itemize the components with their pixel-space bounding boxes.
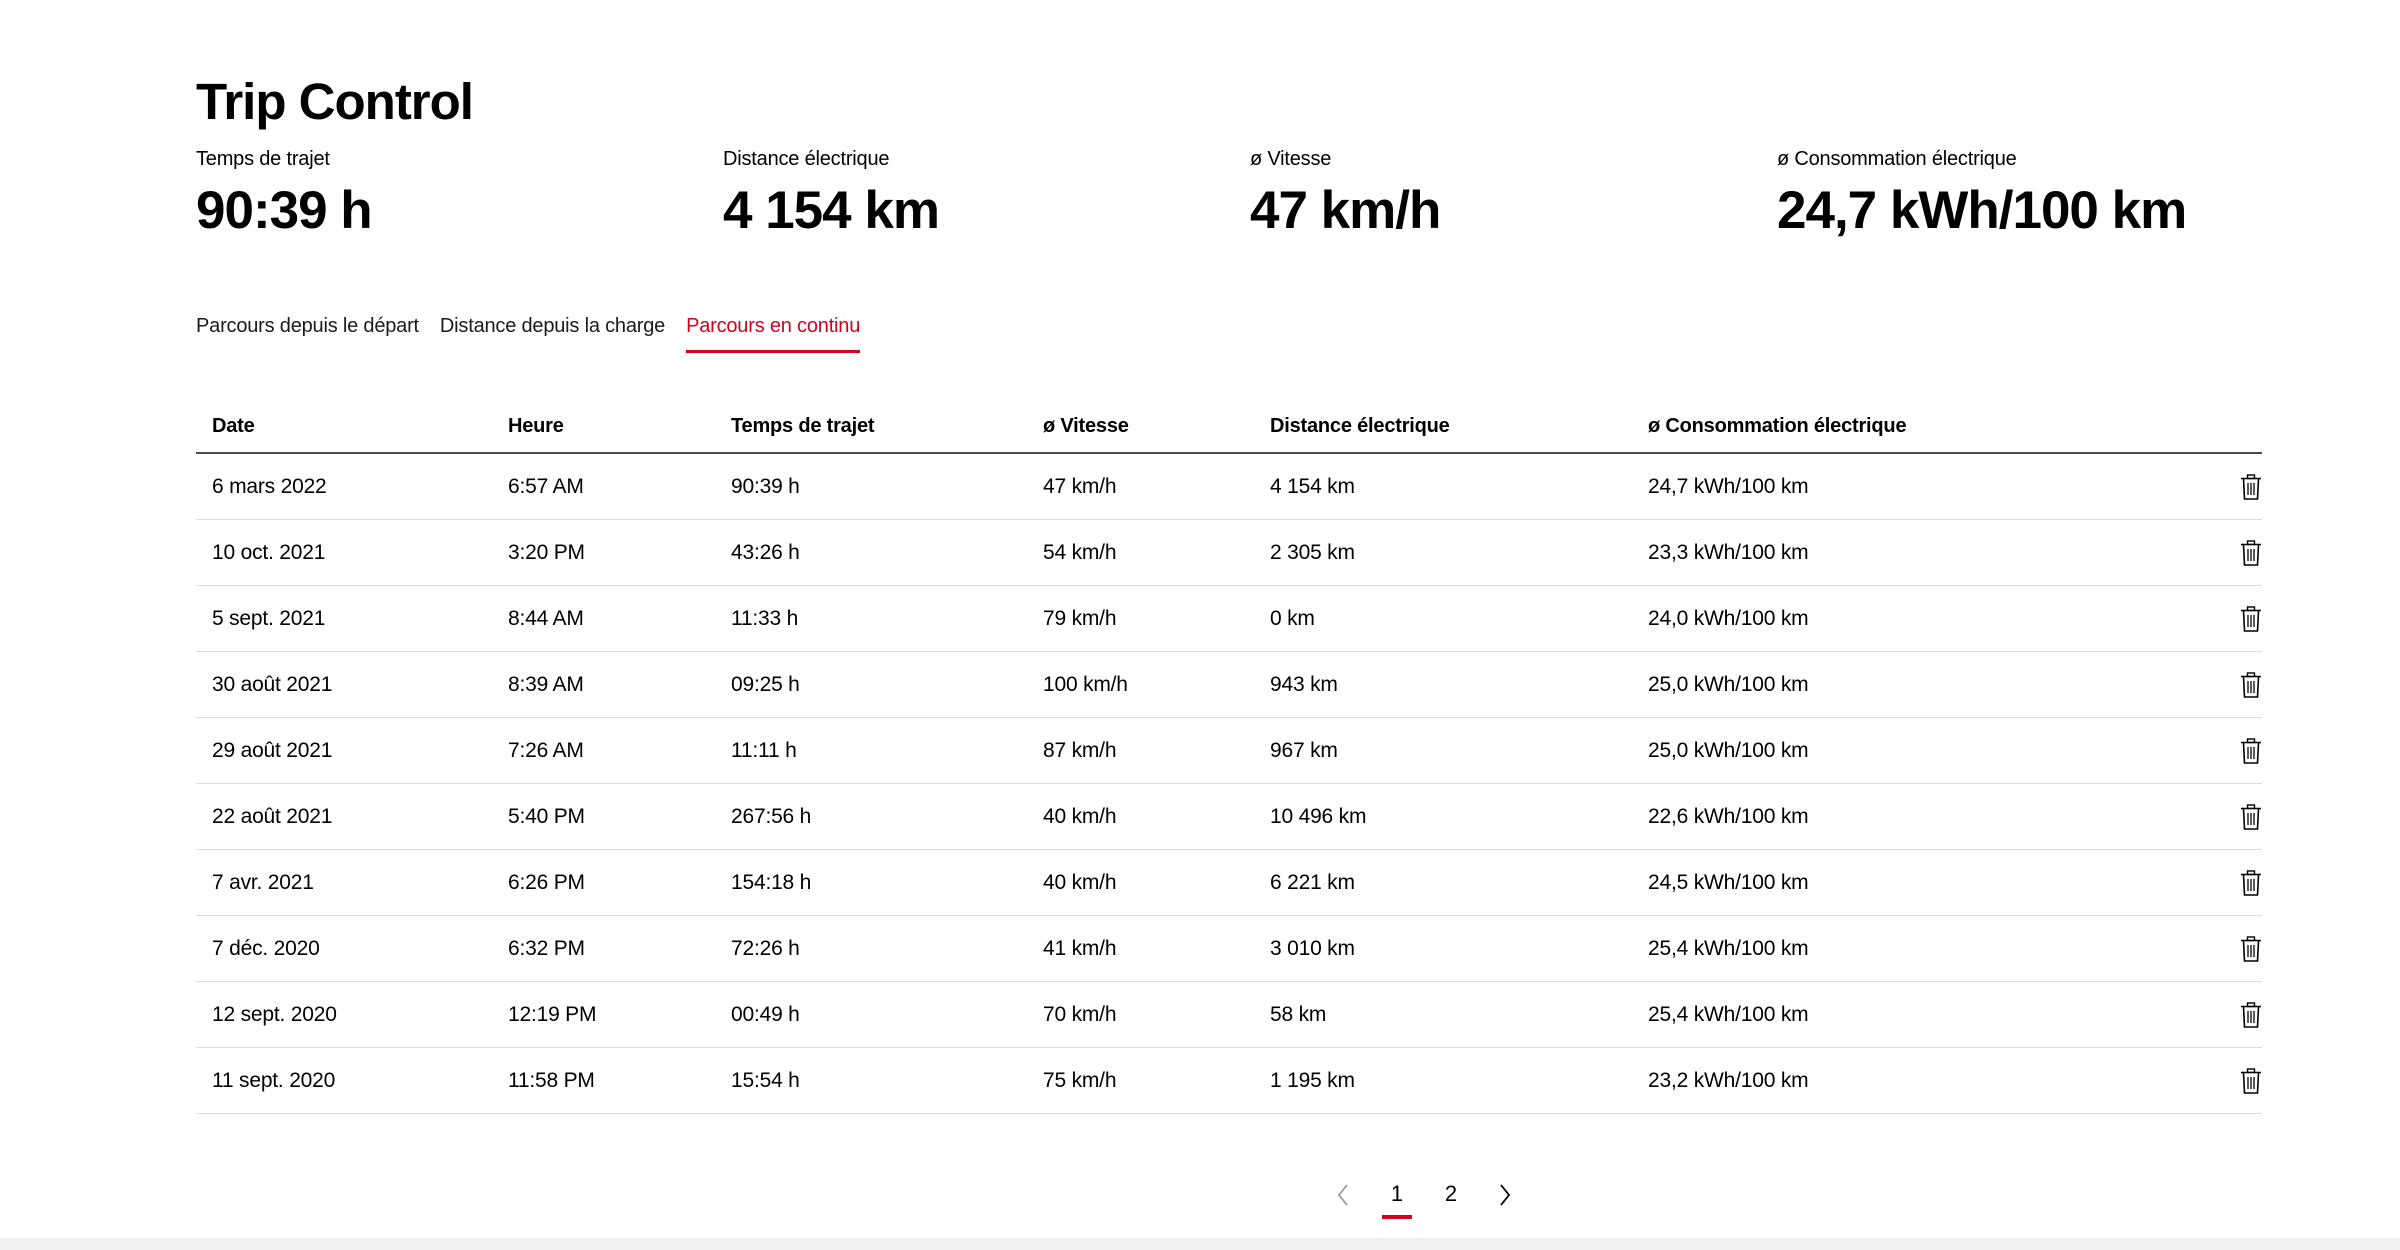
pagination (1316, 1170, 1532, 1220)
column-header-distance[interactable]: Distance électrique (1254, 400, 1632, 453)
cell-time: 7:26 AM (492, 718, 715, 784)
cell-date: 12 sept. 2020 (196, 982, 492, 1048)
cell-actions (2132, 586, 2262, 652)
table-row (196, 1048, 2262, 1114)
cell-distance: 4 154 km (1254, 453, 1632, 520)
cell-distance: 943 km (1254, 652, 1632, 718)
table-row (196, 982, 2262, 1048)
cell-distance: 1 195 km (1254, 1048, 1632, 1114)
cell-actions (2132, 850, 2262, 916)
cell-distance: 0 km (1254, 586, 1632, 652)
kpi-average-speed (1250, 146, 1770, 242)
cell-time: 6:32 PM (492, 916, 715, 982)
cell-travel-time: 90:39 h (715, 453, 1027, 520)
trips-table (196, 400, 2262, 1114)
cell-time: 8:44 AM (492, 586, 715, 652)
cell-actions (2132, 982, 2262, 1048)
trash-icon[interactable] (2240, 474, 2262, 500)
cell-distance: 10 496 km (1254, 784, 1632, 850)
cell-consumption: 25,0 kWh/100 km (1632, 718, 2132, 784)
cell-time: 11:58 PM (492, 1048, 715, 1114)
trash-icon[interactable] (2240, 738, 2262, 764)
column-header-actions (2132, 400, 2262, 453)
pagination-prev-button[interactable] (1316, 1170, 1370, 1220)
cell-date: 7 avr. 2021 (196, 850, 492, 916)
cell-distance: 6 221 km (1254, 850, 1632, 916)
cell-date: 7 déc. 2020 (196, 916, 492, 982)
cell-speed: 40 km/h (1027, 850, 1254, 916)
cell-consumption: 25,4 kWh/100 km (1632, 982, 2132, 1048)
cell-distance: 967 km (1254, 718, 1632, 784)
cell-travel-time: 43:26 h (715, 520, 1027, 586)
cell-consumption: 25,0 kWh/100 km (1632, 652, 2132, 718)
pagination-page-2[interactable]: 2 (1444, 1181, 1458, 1206)
cell-distance: 58 km (1254, 982, 1632, 1048)
cell-actions (2132, 453, 2262, 520)
cell-consumption: 22,6 kWh/100 km (1632, 784, 2132, 850)
tab-continuous[interactable]: Parcours en continu (686, 312, 860, 354)
cell-date: 6 mars 2022 (196, 453, 492, 520)
pagination-next-button[interactable] (1478, 1170, 1532, 1220)
trash-icon[interactable] (2240, 870, 2262, 896)
trash-icon[interactable] (2240, 936, 2262, 962)
tab-since-start[interactable]: Parcours depuis le départ (196, 315, 419, 337)
cell-time: 6:26 PM (492, 850, 715, 916)
cell-travel-time: 267:56 h (715, 784, 1027, 850)
cell-speed: 75 km/h (1027, 1048, 1254, 1114)
cell-date: 30 août 2021 (196, 652, 492, 718)
cell-travel-time: 11:11 h (715, 718, 1027, 784)
cell-consumption: 25,4 kWh/100 km (1632, 916, 2132, 982)
cell-time: 3:20 PM (492, 520, 715, 586)
chevron-left-icon (1336, 1183, 1350, 1207)
column-header-consumption[interactable]: ø Consommation électrique (1632, 400, 2132, 453)
cell-speed: 87 km/h (1027, 718, 1254, 784)
column-header-time[interactable]: Heure (492, 400, 715, 453)
column-header-speed[interactable]: ø Vitesse (1027, 400, 1254, 453)
cell-travel-time: 11:33 h (715, 586, 1027, 652)
kpi-label: Distance électrique (723, 148, 890, 170)
cell-date: 29 août 2021 (196, 718, 492, 784)
kpi-value: 4 154 km (723, 181, 939, 240)
trip-tabs (196, 312, 860, 354)
tab-since-charge[interactable]: Distance depuis la charge (439, 315, 666, 337)
cell-speed: 40 km/h (1027, 784, 1254, 850)
cell-actions (2132, 784, 2262, 850)
cell-speed: 70 km/h (1027, 982, 1254, 1048)
cell-travel-time: 00:49 h (715, 982, 1027, 1048)
cell-speed: 47 km/h (1027, 453, 1254, 520)
cell-distance: 2 305 km (1254, 520, 1632, 586)
cell-speed: 79 km/h (1027, 586, 1254, 652)
page-title: Trip Control (196, 73, 473, 130)
cell-consumption: 24,7 kWh/100 km (1632, 453, 2132, 520)
chevron-right-icon (1498, 1183, 1512, 1207)
column-header-date[interactable]: Date (196, 400, 492, 453)
cell-date: 10 oct. 2021 (196, 520, 492, 586)
cell-actions (2132, 1048, 2262, 1114)
kpi-travel-time (196, 146, 716, 242)
trash-icon[interactable] (2240, 1002, 2262, 1028)
table-row (196, 453, 2262, 520)
trash-icon[interactable] (2240, 540, 2262, 566)
trash-icon[interactable] (2240, 1068, 2262, 1094)
cell-time: 12:19 PM (492, 982, 715, 1048)
cell-actions (2132, 652, 2262, 718)
table-row (196, 586, 2262, 652)
kpi-average-consumption (1777, 146, 2297, 242)
cell-time: 6:57 AM (492, 453, 715, 520)
cell-consumption: 23,3 kWh/100 km (1632, 520, 2132, 586)
cell-time: 8:39 AM (492, 652, 715, 718)
column-header-travel-time[interactable]: Temps de trajet (715, 400, 1027, 453)
kpi-electric-distance (723, 146, 1243, 242)
kpi-value: 47 km/h (1250, 181, 1441, 240)
table-row (196, 652, 2262, 718)
cell-actions (2132, 718, 2262, 784)
table-row (196, 850, 2262, 916)
cell-speed: 100 km/h (1027, 652, 1254, 718)
bottom-bar (0, 1238, 2400, 1250)
cell-actions (2132, 520, 2262, 586)
cell-time: 5:40 PM (492, 784, 715, 850)
cell-consumption: 23,2 kWh/100 km (1632, 1048, 2132, 1114)
cell-travel-time: 154:18 h (715, 850, 1027, 916)
table-body (196, 453, 2262, 1114)
kpi-label: Temps de trajet (196, 148, 330, 170)
cell-distance: 3 010 km (1254, 916, 1632, 982)
cell-travel-time: 72:26 h (715, 916, 1027, 982)
cell-travel-time: 15:54 h (715, 1048, 1027, 1114)
cell-speed: 54 km/h (1027, 520, 1254, 586)
trash-icon[interactable] (2240, 606, 2262, 632)
cell-speed: 41 km/h (1027, 916, 1254, 982)
kpi-value: 90:39 h (196, 181, 372, 240)
table-header-row (196, 400, 2262, 453)
cell-date: 22 août 2021 (196, 784, 492, 850)
pagination-page-1[interactable]: 1 (1370, 1170, 1424, 1220)
cell-travel-time: 09:25 h (715, 652, 1027, 718)
table-row (196, 916, 2262, 982)
kpi-label: ø Vitesse (1250, 148, 1332, 170)
cell-date: 11 sept. 2020 (196, 1048, 492, 1114)
cell-consumption: 24,5 kWh/100 km (1632, 850, 2132, 916)
cell-consumption: 24,0 kWh/100 km (1632, 586, 2132, 652)
kpi-label: ø Consommation électrique (1777, 148, 2017, 170)
cell-date: 5 sept. 2021 (196, 586, 492, 652)
trash-icon[interactable] (2240, 804, 2262, 830)
trash-icon[interactable] (2240, 672, 2262, 698)
summary-kpis (196, 146, 2262, 246)
table-row (196, 784, 2262, 850)
cell-actions (2132, 916, 2262, 982)
table-row (196, 520, 2262, 586)
table-row (196, 718, 2262, 784)
kpi-value: 24,7 kWh/100 km (1777, 181, 2187, 240)
